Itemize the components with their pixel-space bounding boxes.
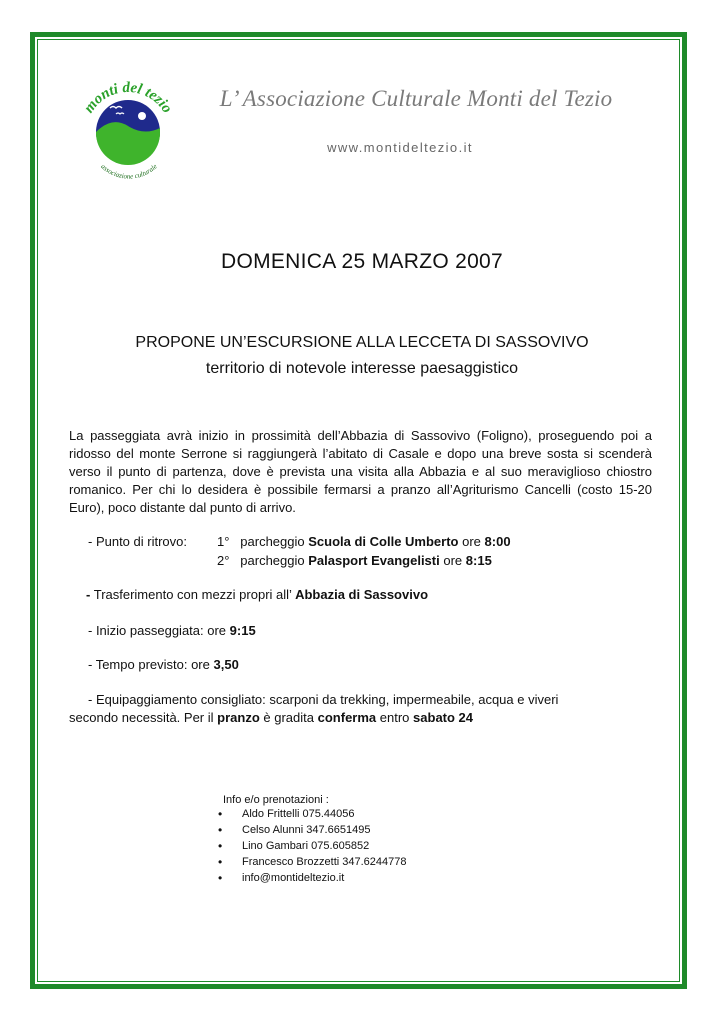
duration-text: - Tempo previsto: ore	[88, 657, 210, 672]
equipment-text-a: secondo necessità. Per il	[69, 710, 214, 725]
contact-item: • Francesco Brozzetti 347.6244778	[218, 854, 407, 870]
transfer-text: Trasferimento con mezzi propri all’	[93, 587, 292, 602]
meeting-point-second	[217, 553, 492, 568]
equipment-text-e: entro	[379, 710, 410, 725]
duration-value: 3,50	[213, 657, 239, 672]
event-date: DOMENICA 25 MARZO 2007	[220, 250, 504, 273]
start-time: 9:15	[229, 623, 256, 638]
second-time: 8:15	[465, 553, 492, 568]
contact-email[interactable]: • info@montideltezio.it	[218, 870, 407, 886]
transfer-dash: -	[86, 587, 91, 602]
meeting-point-label: - Punto di ritrovo:	[88, 534, 187, 549]
equipment-line-1: - Equipaggiamento consigliato: scarponi da trekking, impermeabile, acqua e viveri	[88, 692, 559, 707]
first-number: 1°	[217, 534, 230, 549]
logo-subtitle-text: associazione culturale	[99, 162, 159, 181]
duration-line	[88, 657, 239, 672]
association-logo	[72, 72, 184, 184]
association-title: L’ Associazione Culturale Monti del Tezio	[219, 86, 613, 111]
transfer-line	[86, 587, 428, 602]
info-title: Info e/o prenotazioni :	[223, 794, 329, 806]
equipment-text-c: è gradita	[263, 710, 314, 725]
meeting-point-first	[217, 534, 511, 549]
contact-item: • Celso Alunni 347.6651495	[218, 822, 407, 838]
first-time: 8:00	[484, 534, 511, 549]
second-number: 2°	[217, 553, 230, 568]
second-place: Palasport Evangelisti	[308, 553, 440, 568]
second-text: parcheggio	[240, 553, 305, 568]
contact-list	[218, 806, 407, 886]
website-url: www.montideltezio.it	[327, 140, 473, 155]
equipment-confirm: conferma	[317, 710, 377, 725]
contact-item: • Aldo Frittelli 075.44056	[218, 806, 407, 822]
intro-paragraph: La passeggiata avrà inizio in prossimità dell’Abbazia di Sassovivo (Foligno), proseguendo poi a ridosso del monte Serrone si raggiungerà l’abitato di Casale e dopo una breve sosta si scenderà verso il punto di partenza, dove è prevista una visita alla Abbazia e al suo meraviglioso chiostro romanico. Per chi lo desidera è possibile fermarsi a pranzo all’Agriturismo Cancelli (costo 15-20 Euro), poco distante dal punto di arrivo.	[69, 428, 652, 515]
equipment-deadline: sabato 24	[413, 710, 474, 725]
start-time-line	[88, 623, 256, 638]
equipment-lunch: pranzo	[217, 710, 260, 725]
transfer-place: Abbazia di Sassovivo	[295, 587, 429, 602]
first-ore: ore	[462, 534, 481, 549]
first-text: parcheggio	[240, 534, 305, 549]
start-text: - Inizio passeggiata: ore	[88, 623, 227, 638]
logo-name-text: monti del tezio	[81, 79, 176, 117]
proposal-heading: PROPONE UN’ESCURSIONE ALLA LECCETA DI SASSOVIVO	[135, 334, 589, 351]
proposal-subtitle: territorio di notevole interesse paesaggistico	[205, 360, 519, 377]
contact-item: • Lino Gambari 075.605852	[218, 838, 407, 854]
second-ore: ore	[443, 553, 463, 568]
first-place: Scuola di Colle Umberto	[308, 534, 459, 549]
equipment-line-2	[69, 710, 473, 725]
